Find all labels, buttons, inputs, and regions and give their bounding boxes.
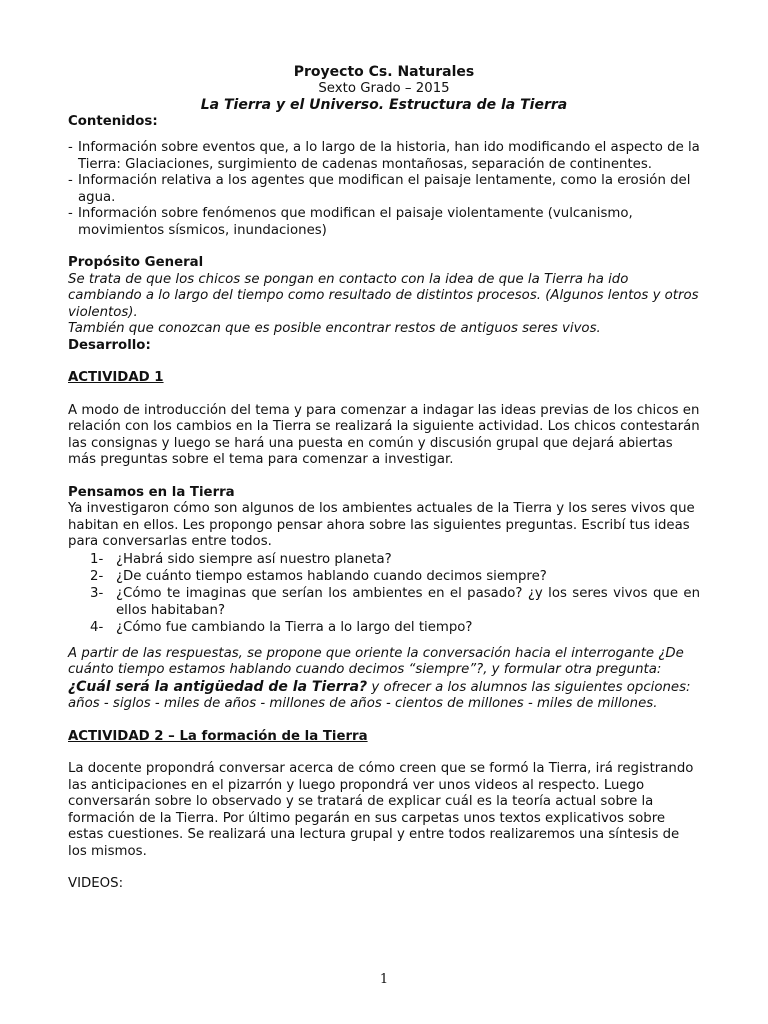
document-page — [68, 64, 700, 893]
pensamos-text: Ya investigaron cómo son algunos de los ambientes actuales de la Tierra y los seres vivos que habitan en ellos. Les propongo pensar ahora sobre las siguientes preguntas. Escribí tus ideas para conversarlas entre todos. — [68, 501, 695, 549]
document-topic: La Tierra y el Universo. Estructura de la Tierra — [200, 97, 568, 113]
actividad-1-heading: ACTIVIDAD 1 — [68, 370, 164, 385]
key-question: ¿Cuál será la antigüedad de la Tierra? — [68, 678, 368, 695]
proposito-text-2: También que conozcan que es posible encontrar restos de antiguos seres vivos. — [68, 321, 601, 336]
questions-list — [68, 551, 700, 636]
pensamos-heading: Pensamos en la Tierra — [68, 484, 235, 500]
contenidos-list — [68, 140, 700, 239]
list-item: 3- ¿Cómo te imaginas que serían los ambientes en el pasado? ¿y los seres vivos que en ellos habitaban? — [90, 585, 700, 618]
document-title: Proyecto Cs. Naturales — [293, 64, 475, 80]
list-item: 2- ¿De cuánto tiempo estamos hablando cuando decimos siempre? — [90, 568, 547, 584]
contenidos-heading: Contenidos: — [68, 113, 158, 129]
desarrollo-heading: Desarrollo: — [68, 337, 151, 353]
list-item: 1- ¿Habrá sido siempre así nuestro planeta? — [90, 551, 392, 567]
list-item: - Información sobre eventos que, a lo largo de la historia, han ido modificando el aspecto de la Tierra: Glaciaciones, surgimiento de cadenas montañosas, separación de continentes. — [68, 140, 700, 173]
guidance-paragraph: A partir de las respuestas, se propone que oriente la conversación hacia el interrogante ¿De cuánto tiempo estamos hablando cuando decimos “siempre”?, y formular otra pregunta: ¿Cuál será la antigüedad de la Tierra? y ofrecer a los alumnos las siguientes opciones: años - siglos - miles de años - millones de años - cientos de millones - miles de millones. — [68, 645, 691, 711]
proposito-heading: Propósito General — [68, 255, 204, 270]
actividad-1-text: A modo de introducción del tema y para comenzar a indagar las ideas previas de los chicos en relación con los cambios en la Tierra se realizará la siguiente actividad. Los chicos contestarán las consignas y luego se hará una puesta en común y discusión grupal que dejará abiertas más preguntas sobre el tema para comenzar a investigar. — [68, 402, 700, 467]
actividad-2-text: La docente propondrá conversar acerca de cómo creen que se formó la Tierra, irá registrando las anticipaciones en el pizarrón y luego propondrá ver unos videos al respecto. Luego conversarán sobre lo observado y se tratará de explicar cuál es la teoría actual sobre la formación de la Tierra. Por último pegarán en sus carpetas unos textos explicativos sobre estas cuestiones. Se realizará una lectura grupal y entre todos realizaremos una síntesis de los mismos. — [68, 761, 694, 859]
actividad-2-heading: ACTIVIDAD 2 – La formación de la Tierra — [68, 728, 368, 744]
list-item: - Información sobre fenómenos que modifican el paisaje violentamente (vulcanismo, movimientos sísmicos, inundaciones) — [68, 206, 700, 239]
list-item: 4- ¿Cómo fue cambiando la Tierra a lo largo del tiempo? — [90, 619, 473, 635]
videos-label: VIDEOS: — [68, 876, 124, 891]
page-number: 1 — [379, 972, 389, 987]
proposito-text: Se trata de que los chicos se pongan en contacto con la idea de que la Tierra ha ido cambiando a lo largo del tiempo como resultado de distintos procesos. (Algunos lentos y otros violentos). — [68, 271, 699, 320]
list-item: - Información relativa a los agentes que modifican el paisaje lentamente, como la erosión del agua. — [68, 173, 700, 206]
document-grade: Sexto Grado – 2015 — [318, 80, 450, 96]
